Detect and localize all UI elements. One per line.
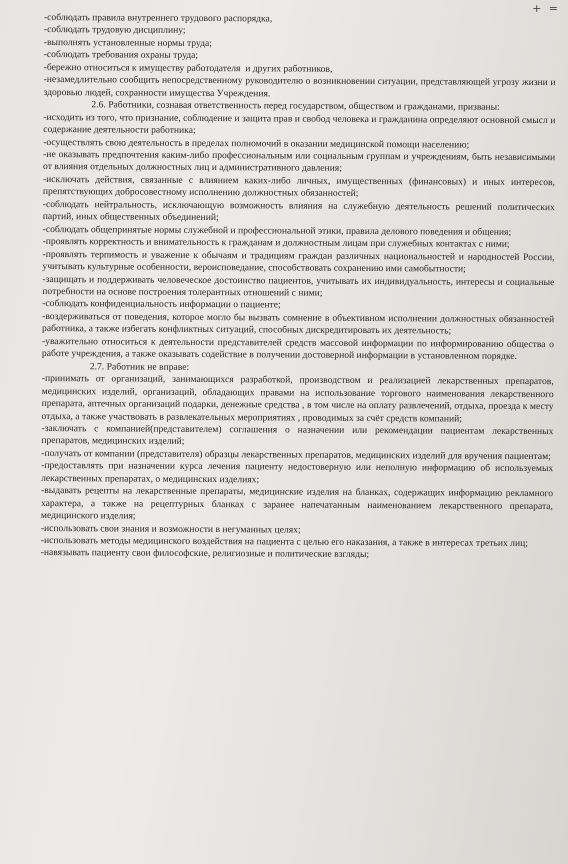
section-2-6-heading: 2.6. Работники, сознавая ответственность перед государством, обществом и гражданами, призваны: <box>91 99 500 113</box>
paragraph: -соблюдать конфиденциальность информации о пациенте; <box>42 298 281 311</box>
section-2-7-heading: 2.7. Работник не вправе: <box>89 360 190 373</box>
paragraph: -выдавать рецепты на лекарственные препараты, медицинские изделия на бланках, содержащих информацию рекламного характера, а также на рецептурных бланках с заранее напечатанным наименованием лекарственного препарата, медицинского изделия; <box>40 485 556 522</box>
paragraph: -соблюдать правила внутреннего трудового распорядка, <box>43 12 273 25</box>
section-2-6-list <box>42 112 556 364</box>
paragraph: -навязывать пациенту свои философские, религиозные и политические взгляды; <box>40 547 370 561</box>
document-body <box>40 12 559 563</box>
paragraph: -бережно относиться к имуществу работодателя и других работников, <box>43 61 333 75</box>
paragraph: -незамедлительно сообщить непосредственному руководителю о возникновении ситуации, представляющей угрозу жизни и здоровью людей, сохранности имущества Учреждения. <box>43 74 559 100</box>
paragraph: -использовать методы медицинского воздействия на пациента с целью его наказания, а также в интересах третьих лиц; <box>40 535 528 549</box>
paragraph: -проявлять корректность и внимательность к гражданам и должностным лицам при служебных контактах с ними; <box>42 236 510 251</box>
paragraph: -не оказывать предпочтения каким-либо профессиональным или социальным группам и учреждениям, быть независимыми от влияния отдельных должностных лиц и административного давления; <box>43 148 558 175</box>
paragraph: -воздерживаться от поведения, которое могло бы вызвать сомнение в объективном исполнении должностных обязанностей работника, а также избегать конфликтных ситуаций, способных дискредитировать их деятельность; <box>42 310 557 337</box>
paragraph: -предоставлять при назначении курса лечения пациенту недостоверную или неполную информацию об используемых лекарственных препаратах, о медицинских изделиях; <box>41 460 556 486</box>
section-2-7-list <box>40 373 557 563</box>
paragraph: -осуществлять свою деятельность в пределах полномочий в оказании медицинской помощи населению; <box>43 136 470 151</box>
paragraph: -принимать от организаций, занимающихся разработкой, производством и реализацией лекарственных препаратов, медицинских изделий, организаций, обладающих правами на использование торгового наименования лекарственного препарата, аптечных организаций подарки, денежные средства , в том числе на оплату развлечений, отдыха, проезда к месту отдыха, а также участвовать в развлекательных мероприятиях , проводимых за счёт средств компаний; <box>41 373 557 425</box>
paragraph: -исходить из того, что признание, соблюдение и защита прав и свобод человека и гражданина определяют основной смысл и содержание деятельности работника; <box>43 111 558 137</box>
paragraph: -получать от компании (представителя) образцы лекарственных препаратов, медицинских изделий для вручения пациентам; <box>41 447 551 462</box>
paragraph: -защищать и поддерживать человеческое достоинство пациентов, учитывать их индивидуальность, интересы и социальные потребности на основе построения толерантных отношений с ними; <box>42 273 557 299</box>
paragraph: -использовать свои знания и возможности в негуманных целях; <box>40 522 301 536</box>
paragraph: -соблюдать требования охраны труда; <box>43 49 199 62</box>
paragraph: -выполнять установленные нормы труда; <box>43 36 212 49</box>
paragraph: -уважительно относиться к деятельности представителей средств массовой информации по информированию общества о работе учреждения, а также оказывать содействие в получении достоверной информации в установленном порядке. <box>41 335 557 363</box>
corner-mark: + = <box>532 2 560 15</box>
obligations-list <box>43 12 559 102</box>
paragraph: -исключать действия, связанные с влиянием каких-либо личных, имущественных (финансовых) и иных интересов, препятствующих добросовестному исполнению должностных обязанностей; <box>42 173 558 200</box>
paragraph: -заключать с компанией(представителем) соглашения о назначении или рекомендации пациентам лекарственных препаратов, медицинских изделий; <box>41 422 556 448</box>
paragraph: -проявлять терпимость и уважение к обычаям и традициям граждан различных национальностей и народностей России, учитывать культурные особенности, вероисповедание, способствовать сохранению ими самобытности; <box>42 248 557 275</box>
paragraph: -соблюдать трудовую дисциплину; <box>43 24 186 37</box>
paragraph: -соблюдать общепринятые нормы служебной и профессиональной этики, правила делового поведения и общения; <box>42 223 512 238</box>
paragraph: -соблюдать нейтральность, исключающую возможность влияния на служебную деятельность решений политических партий, иных общественных объединений; <box>42 198 558 224</box>
